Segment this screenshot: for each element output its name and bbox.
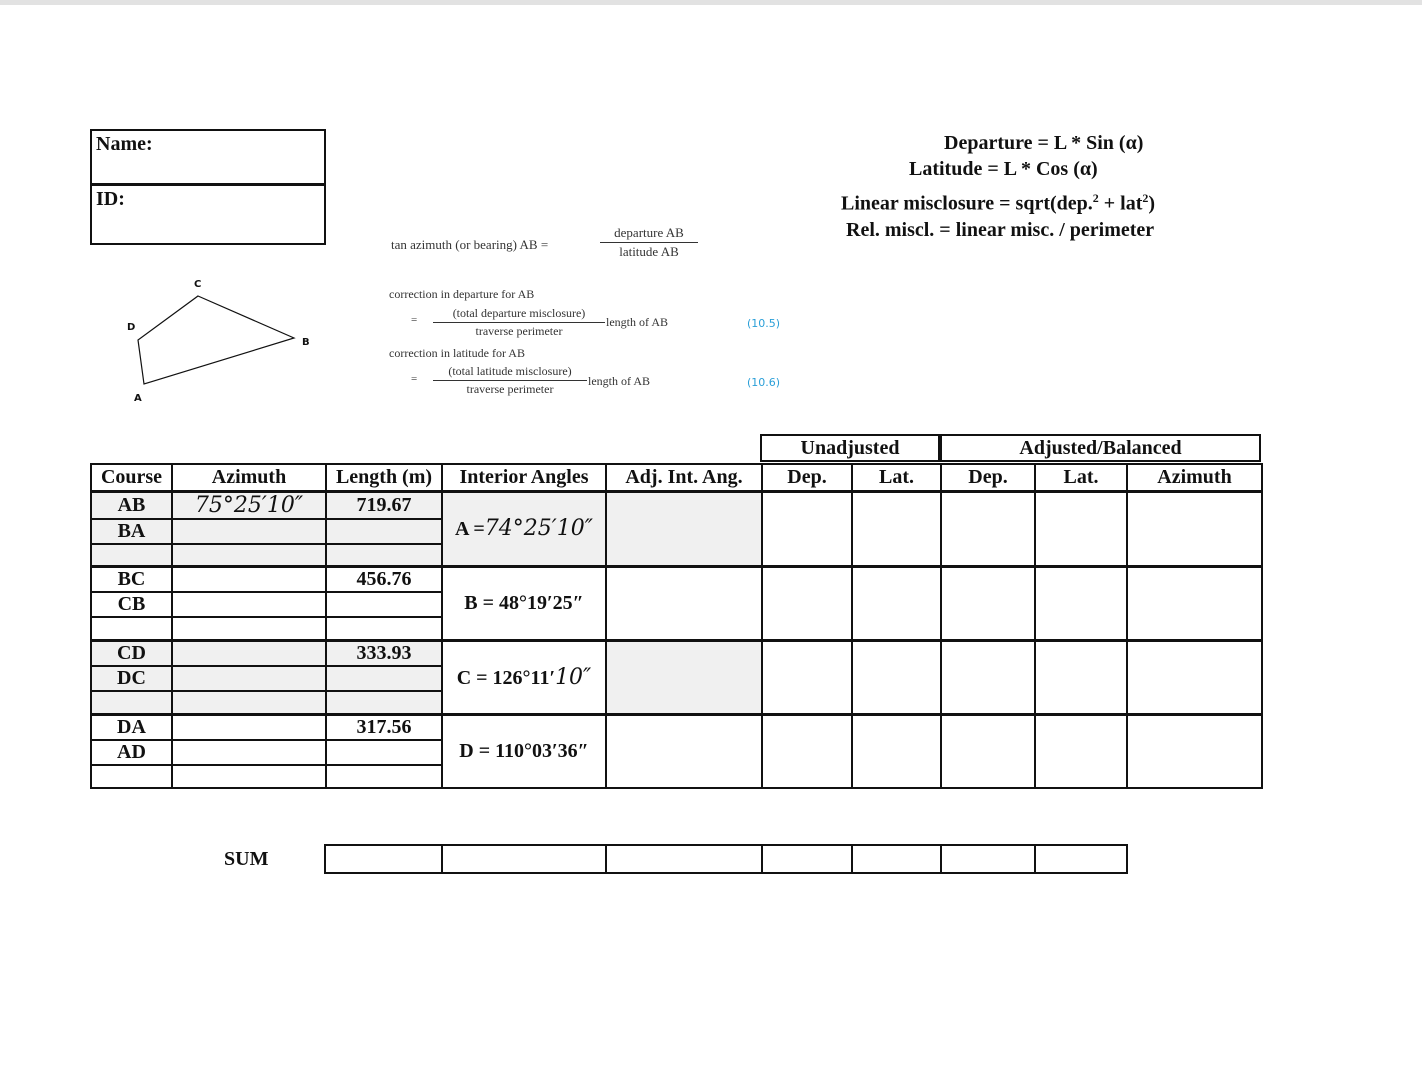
traverse-diagram: [120, 272, 320, 412]
table-row: [91, 491, 1262, 519]
adj-int-ang-cell[interactable]: [606, 491, 762, 567]
sum-adj-lat-cell[interactable]: [1035, 845, 1127, 873]
length-of-ab-1: length of AB: [606, 315, 668, 329]
course-cell: AD: [91, 740, 172, 765]
length-cell: 317.56: [326, 714, 442, 740]
adj-azimuth-cell[interactable]: [1127, 567, 1262, 641]
course-cell[interactable]: [91, 765, 172, 788]
traverse-table: [90, 463, 1263, 789]
col-adj-azimuth-header: Azimuth: [1127, 464, 1262, 491]
length-cell[interactable]: [326, 617, 442, 640]
interior-angle-b: B = 48°19′25″: [442, 567, 606, 641]
azimuth-cell[interactable]: [172, 765, 326, 788]
azimuth-cell[interactable]: [172, 544, 326, 567]
col-adj-lat-header: Lat.: [1035, 464, 1127, 491]
unadj-lat-cell[interactable]: [852, 567, 941, 641]
equation-number-10-5: (10.5): [747, 317, 781, 330]
unadj-dep-cell[interactable]: [762, 714, 852, 788]
unadjusted-group-header: Unadjusted: [760, 434, 940, 462]
course-cell: BA: [91, 519, 172, 544]
table-row: [91, 567, 1262, 593]
adj-azimuth-cell[interactable]: [1127, 714, 1262, 788]
length-cell[interactable]: [326, 740, 442, 765]
azimuth-cell[interactable]: 75°25′10″: [172, 491, 326, 519]
table-row: [91, 641, 1262, 667]
id-label: ID:: [96, 188, 125, 210]
sum-table: [324, 844, 1128, 874]
length-cell[interactable]: [326, 519, 442, 544]
tan-azimuth-fraction: departure AB latitude AB: [600, 225, 698, 260]
azimuth-cell[interactable]: [172, 617, 326, 640]
adj-lat-cell[interactable]: [1035, 714, 1127, 788]
unadj-dep-cell[interactable]: [762, 567, 852, 641]
azimuth-cell[interactable]: [172, 691, 326, 714]
col-adj-dep-header: Dep.: [941, 464, 1035, 491]
length-of-ab-2: length of AB: [588, 374, 650, 388]
name-label: Name:: [96, 133, 153, 155]
tan-azimuth-label: tan azimuth (or bearing) AB =: [391, 237, 549, 252]
relative-misclosure-formula: Rel. miscl. = linear misc. / perimeter: [846, 219, 1155, 241]
interior-angle-a: A =74°25′10″: [442, 491, 606, 567]
adjusted-group-header: Adjusted/Balanced: [940, 434, 1261, 462]
azimuth-cell[interactable]: [172, 519, 326, 544]
course-cell[interactable]: [91, 544, 172, 567]
sum-row: [325, 845, 1127, 873]
adj-int-ang-cell[interactable]: [606, 641, 762, 715]
length-cell[interactable]: [326, 592, 442, 617]
sum-unadj-dep-cell[interactable]: [762, 845, 852, 873]
adj-dep-cell[interactable]: [941, 491, 1035, 567]
linear-misclosure-formula: Linear misclosure = sqrt(dep.$^2$ + lat$^2$): [841, 191, 1156, 215]
unadj-dep-cell[interactable]: [762, 491, 852, 567]
col-adj-int-ang-header: Adj. Int. Ang.: [606, 464, 762, 491]
interior-angle-d: D = 110°03′36″: [442, 714, 606, 788]
departure-correction-label: correction in departure for AB: [389, 287, 535, 301]
adj-lat-cell[interactable]: [1035, 567, 1127, 641]
azimuth-cell[interactable]: [172, 567, 326, 593]
azimuth-cell[interactable]: [172, 714, 326, 740]
length-cell[interactable]: [326, 666, 442, 691]
course-cell: DC: [91, 666, 172, 691]
vertex-c-label: C: [194, 279, 202, 290]
traverse-polygon: [138, 296, 294, 384]
table-header-row: [91, 464, 1262, 491]
col-unadj-lat-header: Lat.: [852, 464, 941, 491]
course-cell: CB: [91, 592, 172, 617]
course-cell[interactable]: [91, 691, 172, 714]
vertex-a-label: A: [134, 393, 142, 404]
latitude-correction-label: correction in latitude for AB: [389, 346, 525, 360]
course-cell: DA: [91, 714, 172, 740]
length-cell: 719.67: [326, 491, 442, 519]
col-unadj-dep-header: Dep.: [762, 464, 852, 491]
col-azimuth-header: Azimuth: [172, 464, 326, 491]
table-row: [91, 714, 1262, 740]
course-cell: AB: [91, 491, 172, 519]
col-course-header: Course: [91, 464, 172, 491]
unadj-dep-cell[interactable]: [762, 641, 852, 715]
azimuth-cell[interactable]: [172, 592, 326, 617]
azimuth-cell[interactable]: [172, 666, 326, 691]
col-length-header: Length (m): [326, 464, 442, 491]
length-cell[interactable]: [326, 765, 442, 788]
sum-length-cell[interactable]: [325, 845, 442, 873]
departure-formula: Departure = L * Sin (α): [944, 132, 1144, 154]
course-cell: CD: [91, 641, 172, 667]
adj-azimuth-cell[interactable]: [1127, 491, 1262, 567]
latitude-formula: Latitude = L * Cos (α): [909, 158, 1098, 180]
azimuth-cell[interactable]: [172, 740, 326, 765]
equals-sign: =: [411, 373, 418, 385]
unadj-lat-cell[interactable]: [852, 714, 941, 788]
unadj-lat-cell[interactable]: [852, 641, 941, 715]
latitude-correction-fraction: (total latitude misclosure) traverse perimeter: [433, 364, 587, 397]
adj-azimuth-cell[interactable]: [1127, 641, 1262, 715]
sum-label: SUM: [224, 848, 269, 870]
length-cell[interactable]: [326, 691, 442, 714]
departure-correction-fraction: (total departure misclosure) traverse perimeter: [433, 306, 605, 339]
adj-lat-cell[interactable]: [1035, 491, 1127, 567]
adj-dep-cell[interactable]: [941, 641, 1035, 715]
azimuth-cell[interactable]: [172, 641, 326, 667]
adj-lat-cell[interactable]: [1035, 641, 1127, 715]
vertex-b-label: B: [302, 337, 310, 348]
adj-int-ang-cell[interactable]: [606, 567, 762, 641]
length-cell: 333.93: [326, 641, 442, 667]
sum-unadj-lat-cell[interactable]: [852, 845, 941, 873]
sum-interior-angles-cell[interactable]: [442, 845, 606, 873]
unadj-lat-cell[interactable]: [852, 491, 941, 567]
course-cell: BC: [91, 567, 172, 593]
adj-int-ang-cell[interactable]: [606, 714, 762, 788]
vertex-d-label: D: [127, 322, 136, 333]
interior-angle-c: C = 126°11′10″: [442, 641, 606, 715]
sum-adj-int-ang-cell[interactable]: [606, 845, 762, 873]
equation-number-10-6: (10.6): [747, 376, 781, 389]
col-interior-angles-header: Interior Angles: [442, 464, 606, 491]
course-cell[interactable]: [91, 617, 172, 640]
adj-dep-cell[interactable]: [941, 567, 1035, 641]
adj-dep-cell[interactable]: [941, 714, 1035, 788]
length-cell: 456.76: [326, 567, 442, 593]
sum-adj-dep-cell[interactable]: [941, 845, 1035, 873]
equals-sign: =: [411, 314, 418, 326]
name-field[interactable]: [90, 129, 326, 185]
length-cell[interactable]: [326, 544, 442, 567]
id-field[interactable]: [90, 184, 326, 245]
top-border: [0, 0, 1422, 5]
